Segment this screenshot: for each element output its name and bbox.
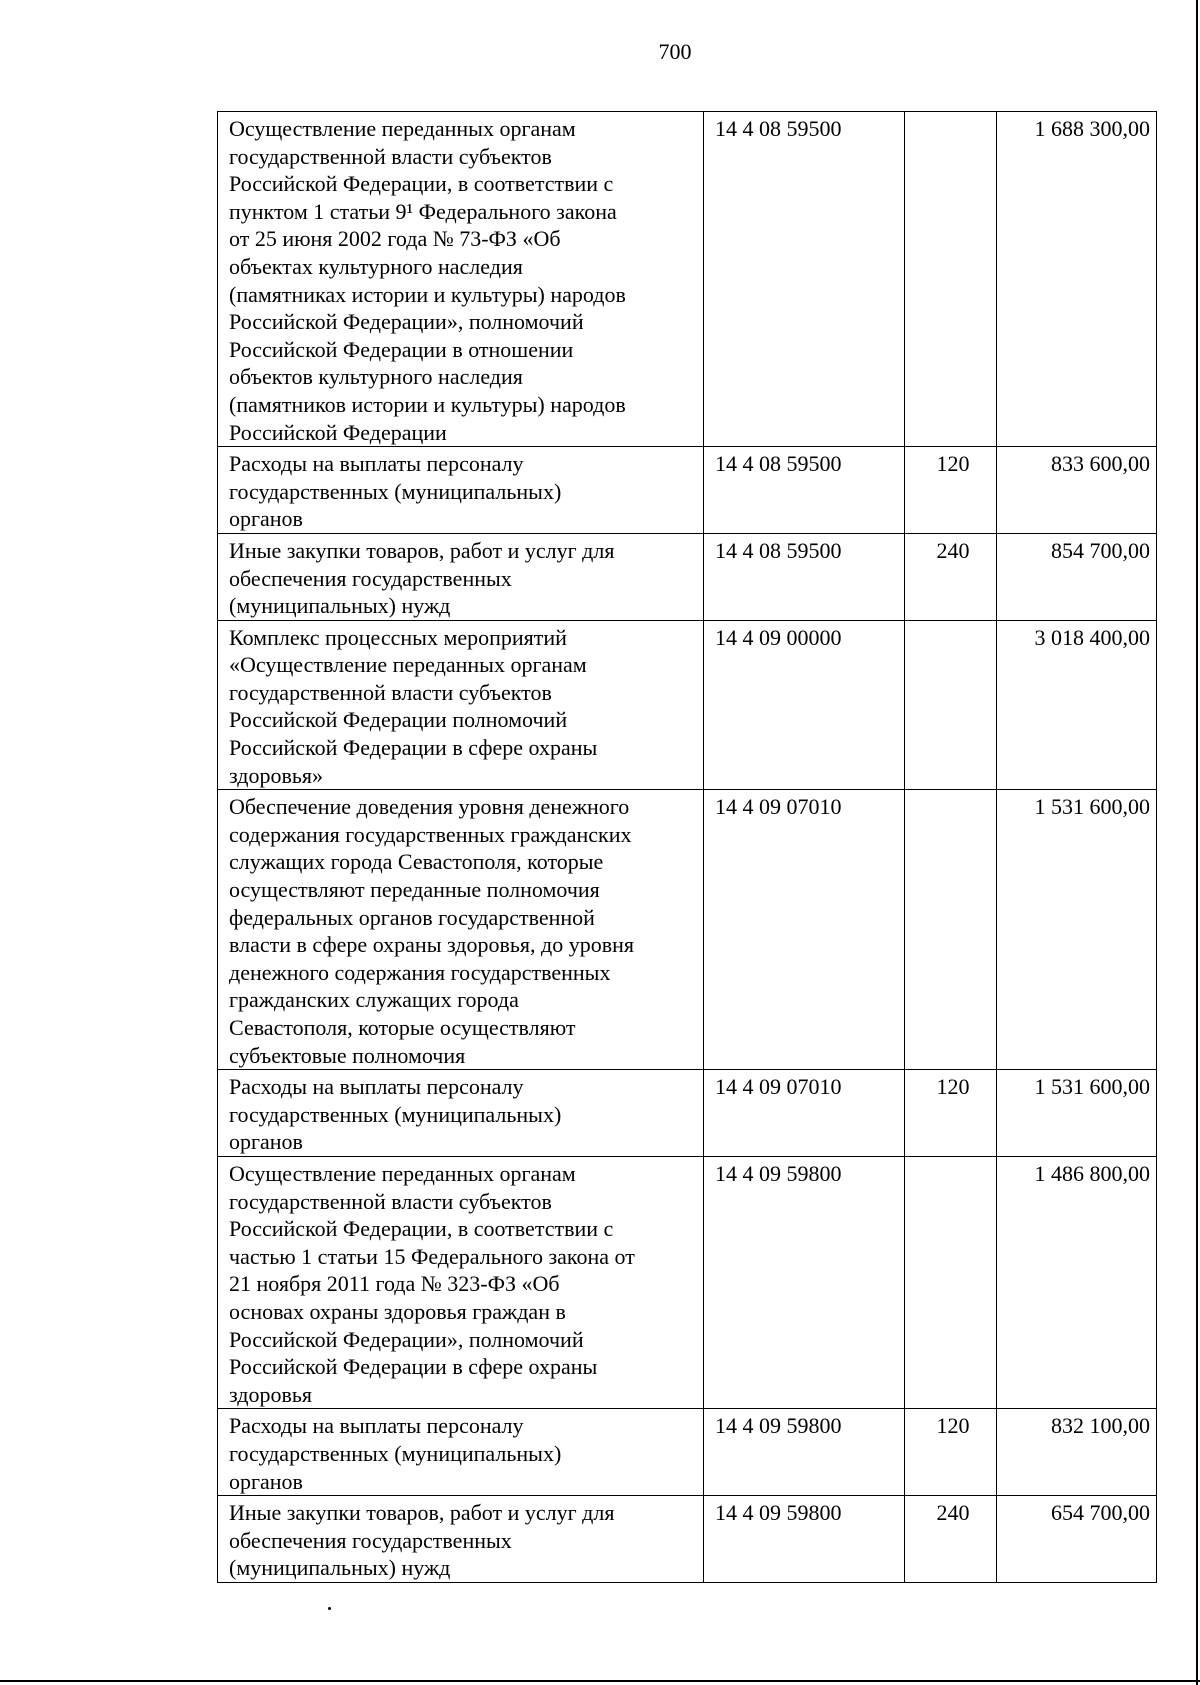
scan-edge-right	[1196, 0, 1198, 1685]
row-amount: 832 100,00	[997, 1409, 1157, 1496]
row-expense-type	[905, 790, 997, 1070]
row-description: Осуществление переданных органам государственной власти субъектов Российской Федерации, в соответствии с частью 1 статьи 15 Федерального закона от 21 ноября 2011 года № 323-ФЗ «Об основах охраны здоровья граждан в Российской Федерации», полномочий Российской Федерации в сфере охраны здоровья	[218, 1156, 704, 1408]
row-description: Расходы на выплаты персоналу государственных (муниципальных) органов	[218, 447, 704, 534]
table-row	[218, 112, 1157, 447]
row-description: Иные закупки товаров, работ и услуг для обеспечения государственных (муниципальных) нужд	[218, 1496, 704, 1583]
table-row	[218, 533, 1157, 620]
row-amount: 3 018 400,00	[997, 620, 1157, 790]
table-row	[218, 1409, 1157, 1496]
row-expense-type	[905, 620, 997, 790]
row-expense-type: 120	[905, 1409, 997, 1496]
row-expense-type	[905, 112, 997, 447]
row-target-code: 14 4 09 00000	[704, 620, 905, 790]
row-expense-type: 120	[905, 1070, 997, 1157]
table-row	[218, 620, 1157, 790]
row-target-code: 14 4 09 07010	[704, 1070, 905, 1157]
row-target-code: 14 4 08 59500	[704, 447, 905, 534]
scan-speck	[328, 1607, 331, 1610]
table-row	[218, 1496, 1157, 1583]
row-expense-type: 240	[905, 533, 997, 620]
row-description: Осуществление переданных органам государственной власти субъектов Российской Федерации, в соответствии с пунктом 1 статьи 9¹ Федерального закона от 25 июня 2002 года № 73-ФЗ «Об объектах культурного наследия (памятниках истории и культуры) народов Российской Федерации», полномочий Российской Федерации в отношении объектов культурного наследия (памятников истории и культуры) народов Российской Федерации	[218, 112, 704, 447]
table-row	[218, 447, 1157, 534]
row-description: Расходы на выплаты персоналу государственных (муниципальных) органов	[218, 1070, 704, 1157]
row-target-code: 14 4 08 59500	[704, 533, 905, 620]
page-number: 700	[658, 39, 692, 64]
row-target-code: 14 4 09 59800	[704, 1156, 905, 1408]
row-target-code: 14 4 09 59800	[704, 1409, 905, 1496]
row-description: Расходы на выплаты персоналу государственных (муниципальных) органов	[218, 1409, 704, 1496]
row-amount: 854 700,00	[997, 533, 1157, 620]
row-description: Иные закупки товаров, работ и услуг для обеспечения государственных (муниципальных) нужд	[218, 533, 704, 620]
table-row	[218, 1156, 1157, 1408]
row-amount: 1 531 600,00	[997, 790, 1157, 1070]
budget-table	[217, 111, 1157, 1583]
row-amount: 1 688 300,00	[997, 112, 1157, 447]
row-target-code: 14 4 09 07010	[704, 790, 905, 1070]
row-amount: 1 486 800,00	[997, 1156, 1157, 1408]
row-target-code: 14 4 09 59800	[704, 1496, 905, 1583]
row-expense-type: 120	[905, 447, 997, 534]
table-row	[218, 790, 1157, 1070]
row-description: Обеспечение доведения уровня денежного содержания государственных гражданских служащих города Севастополя, которые осуществляют переданные полномочия федеральных органов государственной власти в сфере охраны здоровья, до уровня денежного содержания государственных гражданских служащих города Севастополя, которые осуществляют субъектовые полномочия	[218, 790, 704, 1070]
scan-edge-bottom	[0, 1680, 1200, 1682]
row-target-code: 14 4 08 59500	[704, 112, 905, 447]
table-row	[218, 1070, 1157, 1157]
row-expense-type: 240	[905, 1496, 997, 1583]
row-amount: 833 600,00	[997, 447, 1157, 534]
row-expense-type	[905, 1156, 997, 1408]
row-amount: 654 700,00	[997, 1496, 1157, 1583]
row-description: Комплекс процессных мероприятий «Осуществление переданных органам государственной власти субъектов Российской Федерации полномочий Российской Федерации в сфере охраны здоровья»	[218, 620, 704, 790]
row-amount: 1 531 600,00	[997, 1070, 1157, 1157]
